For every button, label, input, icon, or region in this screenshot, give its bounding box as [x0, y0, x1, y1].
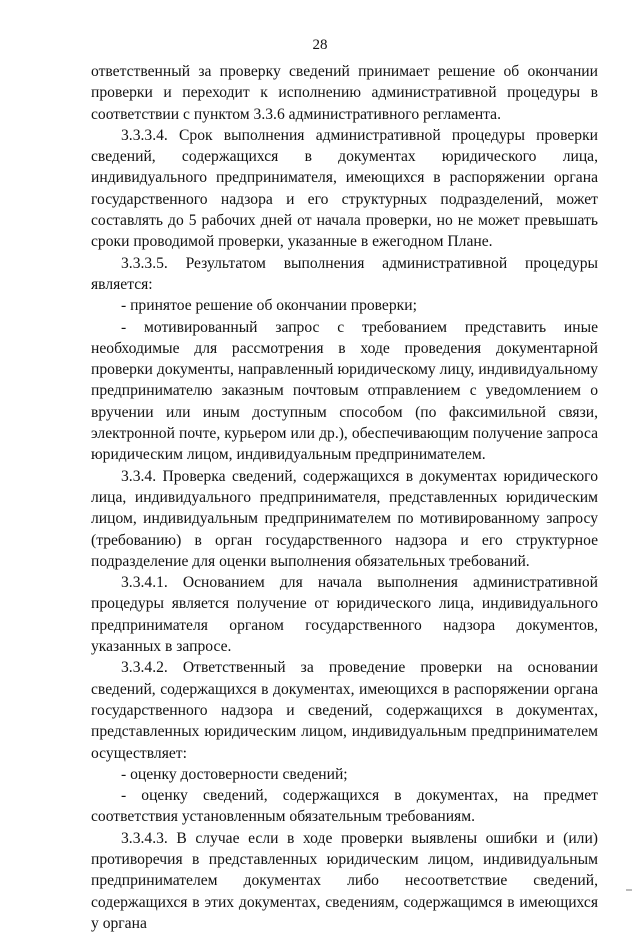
list-item-compliance: - оценку сведений, содержащихся в документах, на предмет соответствия установленным обязательным требованиям. — [91, 787, 598, 826]
paragraph-3-3-4-2: 3.3.4.2. Ответственный за проведение проверки на основании сведений, содержащихся в документах, имеющихся в распоряжении органа государственного надзора и сведений, содержащихся в документах, представленных юридическим лицом, индивидуальным предпринимателем осуществляет: — [91, 659, 598, 762]
paragraph-3-3-4: 3.3.4. Проверка сведений, содержащихся в документах юридического лица, индивидуального предпринимателя, представленных юридическим лицом, индивидуальным предпринимателем по мотивированному запросу (требованию) в орган государственного надзора и его структурное подразделение для оценки выполнения обязательных требований. — [91, 467, 598, 570]
paragraph-3-3-3-5: 3.3.3.5. Результатом выполнения административной процедуры является: — [91, 254, 598, 293]
paragraph-3-3-4-3: 3.3.4.3. В случае если в ходе проверки выявлены ошибки и (или) противоречия в представленных юридическим лицом, индивидуальным предпринимателем документах либо несоответствие сведений, содержащихся в этих документах, сведениям, содержащимся в имеющихся у органа — [91, 829, 598, 932]
paragraph-3-3-3-4: 3.3.3.4. Срок выполнения административной процедуры проверки сведений, содержащихся в документах юридического лица, индивидуального предпринимателя, имеющихся в распоряжении органа государственного надзора и его структурных подразделений, может составлять до 5 рабочих дней от начала проверки, но не может превышать сроки проводимой проверки, указанные в ежегодном Плане. — [91, 126, 598, 251]
document-body — [91, 61, 598, 934]
scan-mark — [626, 889, 632, 891]
list-item-request: - мотивированный запрос с требованием представить иные необходимые для рассмотрения в ходе проведения документарной проверки документы, направленный юридическому лицу, индивидуальному предпринимателю заказным почтовым отправлением с уведомлением о вручении или иным доступным способом (по факсимильной связи, электронной почте, курьером или др.), обеспечивающим получение запроса юридическим лицом, индивидуальным предпринимателем. — [91, 318, 598, 464]
paragraph-3-3-4-1: 3.3.4.1. Основанием для начала выполнения административной процедуры является получение от юридического лица, индивидуального предпринимателя органом государственного надзора документов, указанных в запросе. — [91, 574, 598, 656]
list-item-reliability: - оценку достоверности сведений; — [121, 765, 348, 783]
paragraph-continuation: ответственный за проверку сведений принимает решение об окончании проверки и переходит к исполнению административной процедуры в соответствии с пунктом 3.3.6 административного регламента. — [91, 63, 598, 123]
page-number: 28 — [312, 37, 328, 53]
list-item-decision: - принятое решение об окончании проверки; — [121, 297, 417, 315]
